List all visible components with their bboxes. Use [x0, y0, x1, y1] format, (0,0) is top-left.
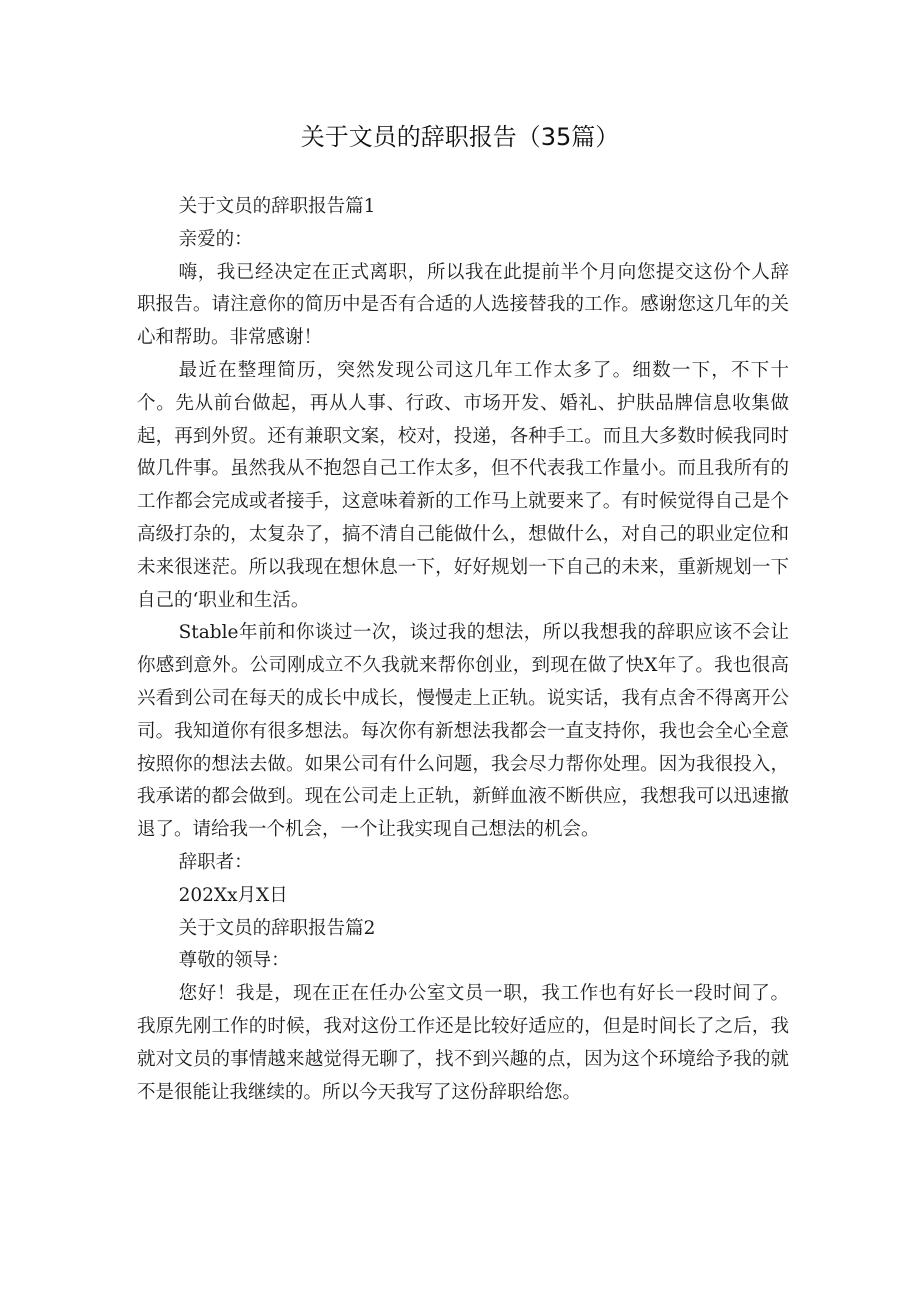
section-heading-1: 关于文员的辞职报告篇1 — [178, 196, 376, 217]
salutation-1: 亲爱的： — [178, 228, 253, 250]
body-paragraph: 最近在整理简历，突然发现公司这几年工作太多了。细数一下，不下十个。先从前台做起，再从人事、行政、市场开发、婚礼、护肤品牌信息收集做起，再到外贸。还有兼职文案，校对，投递，各种手工。而且大多数时候我同时做几件事。虽然我从不抱怨自己工作太多，但不代表我工作量小。而且我所有的工作都会完成或者接手，这意味着新的工作马上就要来了。有时候觉得自己是个高级打杂的，太复杂了，搞不清自己能做什么，想做什么，对自己的职业定位和未来很迷茫。所以我现在想休息一下，好好规划一下自己的未来，重新规划一下自己的‘职业和生活。 — [137, 359, 789, 611]
document-body — [137, 191, 789, 1109]
document-title: 关于文员的辞职报告（35篇） — [300, 123, 620, 151]
body-paragraph: 嗨，我已经决定在正式离职，所以我在此提前半个月向您提交这份个人辞职报告。请注意你的简历中是否有合适的人选接替我的工作。感谢您这几年的关心和帮助。非常感谢！ — [137, 261, 789, 349]
body-paragraph: 您好！我是，现在正在任办公室文员一职，我工作也有好长一段时间了。我原先刚工作的时候，我对这份工作还是比较好适应的，但是时间长了之后，我就对文员的事情越来越觉得无聊了，找不到兴趣的点，因为这个环境给予我的就不是很能让我继续的。所以今天我写了这份辞职给您。 — [137, 983, 789, 1103]
body-paragraph: Stable年前和你谈过一次，谈过我的想法，所以我想我的辞职应该不会让你感到意外。公司刚成立不久我就来帮你创业，到现在做了快X年了。我也很高兴看到公司在每天的成长中成长，慢慢走上正轨。说实话，我有点舍不得离开公司。我知道你有很多想法。每次你有新想法我都会一直支持你，我也会全心全意按照你的想法去做。如果公司有什么问题，我会尽力帮你处理。因为我很投入，我承诺的都会做到。现在公司走上正轨，新鲜血液不断供应，我想我可以迅速撤退了。请给我一个机会，一个让我实现自己想法的机会。 — [137, 622, 789, 841]
signature-date: 202Xx月X日 — [178, 884, 288, 906]
section-heading-2: 关于文员的辞职报告篇2 — [178, 917, 376, 939]
salutation-2: 尊敬的领导： — [178, 950, 290, 972]
signature-label: 辞职者： — [178, 851, 253, 873]
